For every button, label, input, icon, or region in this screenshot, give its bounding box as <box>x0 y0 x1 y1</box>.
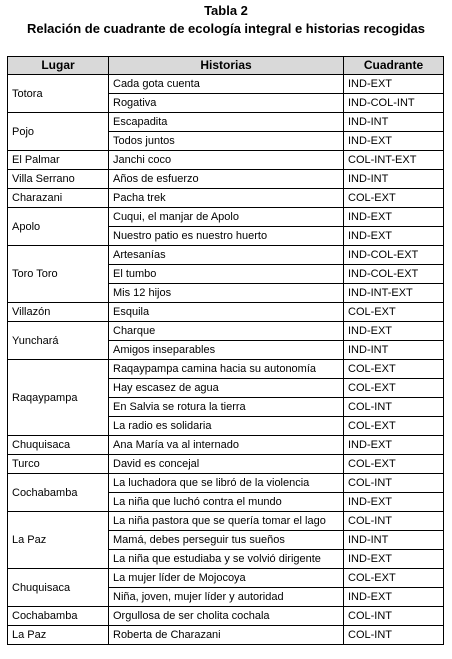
table-row <box>8 474 444 493</box>
table-row <box>8 569 444 588</box>
quadrant-cell: IND-EXT <box>344 493 444 512</box>
table-row <box>8 113 444 132</box>
table-row <box>8 360 444 379</box>
table-row <box>8 436 444 455</box>
quadrant-cell: IND-COL-EXT <box>344 246 444 265</box>
header-row <box>8 57 444 75</box>
place-cell: Chuquisaca <box>8 569 109 607</box>
quadrant-cell: COL-EXT <box>344 569 444 588</box>
table-row <box>8 75 444 94</box>
quadrant-cell: IND-INT <box>344 341 444 360</box>
story-cell: Roberta de Charazani <box>109 626 344 645</box>
table-row <box>8 626 444 645</box>
table-row <box>8 189 444 208</box>
quadrant-cell: COL-EXT <box>344 303 444 322</box>
quadrant-cell: COL-INT <box>344 626 444 645</box>
story-cell: Artesanías <box>109 246 344 265</box>
place-cell: Pojo <box>8 113 109 151</box>
quadrant-cell: IND-EXT <box>344 322 444 341</box>
place-cell: Turco <box>8 455 109 474</box>
quadrant-cell: IND-EXT <box>344 588 444 607</box>
quadrant-cell: IND-COL-INT <box>344 94 444 113</box>
quadrant-cell: IND-INT <box>344 170 444 189</box>
table-row <box>8 303 444 322</box>
story-cell: Mamá, debes perseguir tus sueños <box>109 531 344 550</box>
table-row <box>8 455 444 474</box>
place-cell: Cochabamba <box>8 607 109 626</box>
place-cell: La Paz <box>8 512 109 569</box>
table-body <box>8 75 444 645</box>
quadrant-cell: IND-COL-EXT <box>344 265 444 284</box>
place-cell: Toro Toro <box>8 246 109 303</box>
story-cell: Amigos inseparables <box>109 341 344 360</box>
story-cell: Nuestro patio es nuestro huerto <box>109 227 344 246</box>
table-caption-title: Relación de cuadrante de ecología integral e historias recogidas <box>26 21 426 36</box>
quadrant-cell: COL-EXT <box>344 379 444 398</box>
quadrant-cell: COL-INT <box>344 512 444 531</box>
story-cell: Ana María va al internado <box>109 436 344 455</box>
table-row <box>8 208 444 227</box>
story-cell: La luchadora que se libró de la violencia <box>109 474 344 493</box>
quadrant-cell: COL-INT <box>344 474 444 493</box>
place-cell: Villazón <box>8 303 109 322</box>
story-cell: Pacha trek <box>109 189 344 208</box>
story-cell: La niña que luchó contra el mundo <box>109 493 344 512</box>
header-historias: Historias <box>109 57 344 75</box>
quadrant-cell: COL-EXT <box>344 455 444 474</box>
quadrant-cell: IND-EXT <box>344 436 444 455</box>
story-cell: Cuqui, el manjar de Apolo <box>109 208 344 227</box>
story-cell: Rogativa <box>109 94 344 113</box>
story-cell: Esquila <box>109 303 344 322</box>
place-cell: Raqaypampa <box>8 360 109 436</box>
place-cell: El Palmar <box>8 151 109 170</box>
story-cell: La mujer líder de Mojocoya <box>109 569 344 588</box>
quadrant-cell: COL-INT <box>344 607 444 626</box>
quadrant-cell: IND-INT-EXT <box>344 284 444 303</box>
story-cell: En Salvia se rotura la tierra <box>109 398 344 417</box>
quadrant-cell: IND-INT <box>344 113 444 132</box>
story-cell: Charque <box>109 322 344 341</box>
quadrant-cell: COL-EXT <box>344 189 444 208</box>
table-row <box>8 246 444 265</box>
story-cell: La niña pastora que se quería tomar el lago <box>109 512 344 531</box>
place-cell: Charazani <box>8 189 109 208</box>
story-cell: El tumbo <box>109 265 344 284</box>
place-cell: Yunchará <box>8 322 109 360</box>
place-cell: Totora <box>8 75 109 113</box>
table-row <box>8 512 444 531</box>
story-cell: Raqaypampa camina hacia su autonomía <box>109 360 344 379</box>
quadrant-cell: IND-EXT <box>344 550 444 569</box>
header-cuadrante: Cuadrante <box>344 57 444 75</box>
stories-table <box>7 56 444 645</box>
quadrant-cell: COL-EXT <box>344 360 444 379</box>
place-cell: Villa Serrano <box>8 170 109 189</box>
quadrant-cell: IND-EXT <box>344 132 444 151</box>
place-cell: Cochabamba <box>8 474 109 512</box>
story-cell: Cada gota cuenta <box>109 75 344 94</box>
story-cell: Hay escasez de agua <box>109 379 344 398</box>
header-lugar: Lugar <box>8 57 109 75</box>
table-row <box>8 151 444 170</box>
story-cell: La radio es solidaria <box>109 417 344 436</box>
story-cell: Todos juntos <box>109 132 344 151</box>
quadrant-cell: COL-INT <box>344 398 444 417</box>
table-caption-label: Tabla 2 <box>204 3 248 18</box>
place-cell: La Paz <box>8 626 109 645</box>
table-row <box>8 170 444 189</box>
story-cell: David es concejal <box>109 455 344 474</box>
place-cell: Apolo <box>8 208 109 246</box>
place-cell: Chuquisaca <box>8 436 109 455</box>
quadrant-cell: IND-EXT <box>344 208 444 227</box>
story-cell: La niña que estudiaba y se volvió dirigente <box>109 550 344 569</box>
quadrant-cell: COL-EXT <box>344 417 444 436</box>
quadrant-cell: IND-INT <box>344 531 444 550</box>
quadrant-cell: COL-INT-EXT <box>344 151 444 170</box>
story-cell: Orgullosa de ser cholita cochala <box>109 607 344 626</box>
quadrant-cell: IND-EXT <box>344 227 444 246</box>
story-cell: Janchi coco <box>109 151 344 170</box>
story-cell: Niña, joven, mujer líder y autoridad <box>109 588 344 607</box>
quadrant-cell: IND-EXT <box>344 75 444 94</box>
story-cell: Años de esfuerzo <box>109 170 344 189</box>
table-row <box>8 607 444 626</box>
story-cell: Escapadita <box>109 113 344 132</box>
story-cell: Mis 12 hijos <box>109 284 344 303</box>
table-row <box>8 322 444 341</box>
